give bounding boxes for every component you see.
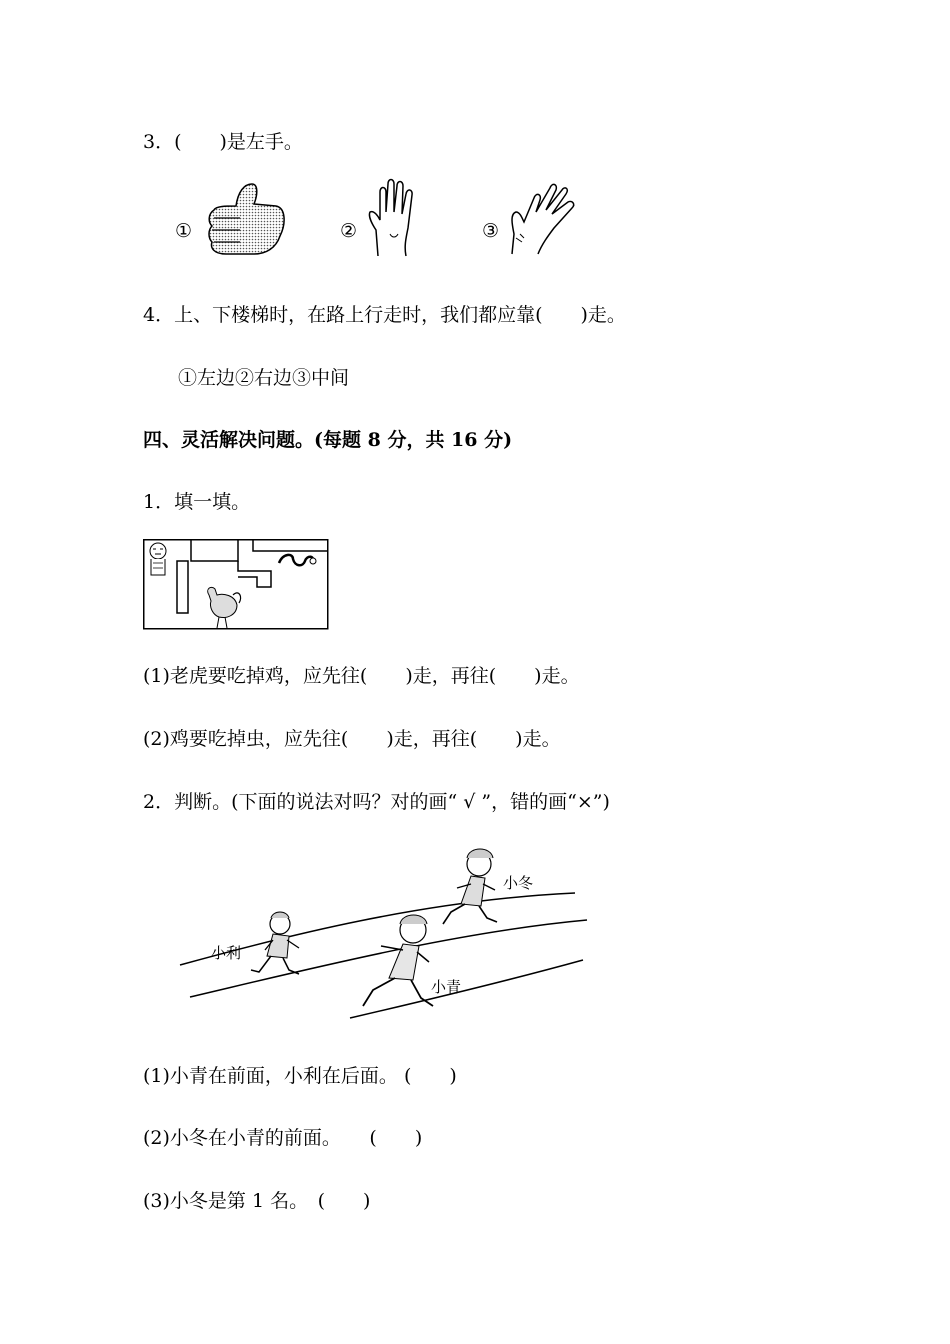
- open-palm-hand-icon: [366, 178, 426, 260]
- label-xiaodong: 小冬: [503, 874, 534, 892]
- p1-stem: 1．填一填。: [143, 491, 251, 513]
- q4-options: ①左边②右边③中间: [178, 367, 350, 389]
- back-of-hand-icon: [508, 178, 584, 260]
- option-1-label: ①: [175, 220, 193, 242]
- p2-sub2: (2)小冬在小青的前面。 ( ): [143, 1127, 423, 1149]
- option-2-label: ②: [340, 220, 358, 242]
- section-4-heading: 四、灵活解决问题。(每题 8 分，共 16 分): [143, 429, 513, 451]
- p1-sub1: (1)老虎要吃掉鸡，应先往( )走，再往( )走。: [143, 665, 580, 687]
- p2-sub3: (3)小冬是第 1 名。 ( ): [143, 1190, 371, 1212]
- runner-xiaodong: [443, 849, 497, 924]
- runner-xiaoli: [251, 912, 299, 974]
- track-lane-3: [350, 960, 583, 1018]
- maze-figure: [143, 539, 329, 630]
- thumbs-up-hand-icon: [206, 178, 291, 258]
- q3-stem: 3．( )是左手。: [143, 131, 303, 153]
- p2-stem: 2．判断。(下面的说法对吗？对的画“ √ ”，错的画“×”): [143, 791, 610, 813]
- label-xiaoli: 小利: [211, 944, 242, 962]
- tiger-icon: [150, 543, 166, 575]
- running-track-figure: [175, 838, 595, 1024]
- hands-figure: [170, 178, 590, 262]
- p1-sub2: (2)鸡要吃掉虫，应先往( )走，再往( )走。: [143, 728, 561, 750]
- label-xiaoqing: 小青: [431, 978, 462, 996]
- runner-xiaoqing: [363, 915, 433, 1006]
- track-lane-2: [190, 920, 587, 997]
- q4-stem: 4．上、下楼梯时，在路上行走时，我们都应靠( )走。: [143, 304, 626, 326]
- option-3-label: ③: [482, 220, 500, 242]
- p2-sub1: (1)小青在前面，小利在后面。 ( ): [143, 1065, 457, 1087]
